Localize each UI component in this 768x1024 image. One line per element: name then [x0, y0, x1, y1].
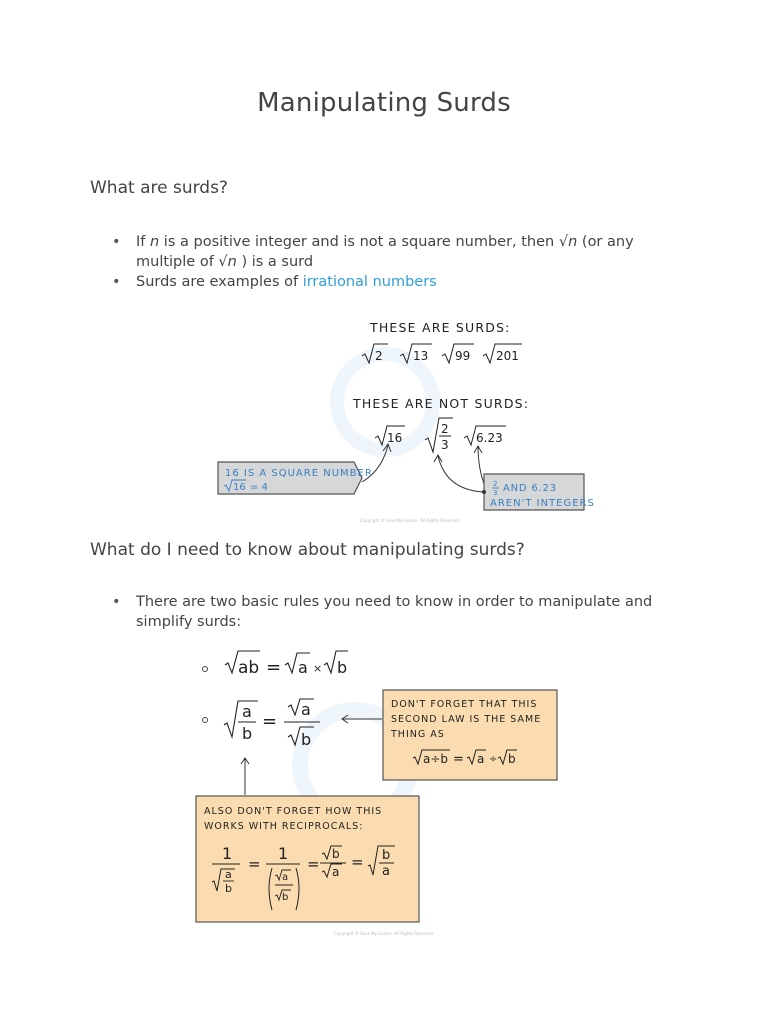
- surd-sqrt-201: [483, 344, 522, 363]
- fraction-denominator: 3: [441, 438, 449, 452]
- rule2-den: b: [242, 724, 253, 743]
- note-radicand: 16: [233, 482, 246, 493]
- bullet-two-rules: • There are two basic rules you need to know in order to manipulate and simplify surds:: [110, 592, 690, 632]
- svg-text:a: a: [382, 864, 390, 879]
- rule1-b: b: [337, 658, 348, 677]
- note-line: SECOND LAW IS THE SAME: [391, 714, 542, 725]
- rule2-rhs-den: b: [301, 730, 312, 749]
- recip-one: 1: [222, 844, 233, 863]
- note-line: ALSO DON'T FORGET HOW THIS: [204, 806, 383, 817]
- rule-2-formula: [224, 699, 320, 749]
- svg-text:b: b: [225, 882, 232, 895]
- note-formula-b: b: [508, 752, 516, 766]
- surd-value: 16: [387, 431, 403, 445]
- equals-sign: =: [307, 855, 320, 873]
- equals-sign: =: [266, 657, 282, 678]
- page-title: Manipulating Surds: [257, 88, 511, 118]
- arrow-icon: [478, 447, 484, 484]
- note-second-law: [383, 690, 557, 780]
- note-line: AREN'T INTEGERS: [490, 498, 595, 509]
- bullet-list-rules: [110, 592, 690, 632]
- svg-text:a: a: [332, 865, 340, 879]
- sub-bullet-icon: [203, 718, 208, 723]
- note-line: THING AS: [391, 729, 445, 740]
- rule1-radicand: ab: [238, 658, 260, 678]
- surd-value: 6.23: [476, 431, 503, 445]
- divide-sign: ÷: [489, 754, 498, 765]
- svg-text:b: b: [332, 847, 340, 861]
- not-surds-heading: THESE ARE NOT SURDS:: [353, 396, 530, 411]
- note-reciprocals: [196, 796, 419, 922]
- equals-sign: =: [262, 711, 278, 732]
- rule2-num: a: [242, 702, 252, 721]
- irrational-numbers-link[interactable]: irrational numbers: [302, 274, 437, 290]
- note-line: WORKS WITH RECIPROCALS:: [204, 821, 364, 832]
- recip-one: 1: [278, 844, 289, 863]
- svg-text:b: b: [382, 848, 391, 863]
- not-surd-sqrt-16: [375, 426, 405, 445]
- surd-sqrt-99: [442, 344, 474, 363]
- copyright-text: Copyright © Save My Exams. All Rights Reserved: [360, 518, 459, 523]
- times-sign: ×: [313, 662, 323, 675]
- sub-bullet-icon: [203, 667, 208, 672]
- note-formula-a: a: [477, 752, 485, 766]
- surd-value: 13: [413, 349, 429, 363]
- bullet-surd-definition: • If n is a positive integer and is not a square number, then √n (or any multiple of √n ) is a surd: [110, 232, 690, 272]
- arrow-icon: [438, 456, 484, 492]
- surd-value: 2: [375, 349, 383, 363]
- section-heading-what-are-surds: What are surds?: [90, 178, 228, 198]
- surds-heading: THESE ARE SURDS:: [370, 320, 511, 335]
- svg-text:a: a: [225, 868, 232, 881]
- svg-text:b: b: [282, 892, 289, 903]
- note-result: = 4: [250, 482, 268, 493]
- copyright-text: Copyright © Save My Exams. All Rights Reserved: [334, 931, 433, 936]
- note-formula-left: a÷b: [423, 752, 449, 766]
- svg-text:a: a: [282, 872, 289, 883]
- bullet-list-surds: [110, 232, 690, 292]
- surd-rules-figure: [190, 645, 570, 940]
- equals-sign: =: [453, 752, 464, 767]
- not-surd-sqrt-6-23: [464, 426, 506, 445]
- surds-figure: [210, 312, 600, 532]
- surd-value: 99: [455, 349, 471, 363]
- note-not-integers: [482, 474, 595, 510]
- note-line: DON'T FORGET THAT THIS: [391, 699, 538, 710]
- rule2-rhs-num: a: [301, 700, 311, 719]
- section-heading-manipulating: What do I need to know about manipulating surds?: [90, 540, 525, 560]
- note-line: AND 6.23: [503, 483, 557, 494]
- note-frac-den: 3: [493, 489, 498, 497]
- note-square-number: [218, 462, 373, 494]
- surd-value: 201: [496, 349, 519, 363]
- rule-1-formula: [225, 651, 348, 678]
- bullet-irrational: • Surds are examples of irrational numbers: [110, 272, 690, 292]
- note-frac-num: 2: [493, 480, 498, 488]
- fraction-numerator: 2: [441, 422, 449, 436]
- equals-sign: =: [248, 855, 261, 873]
- rule1-a: a: [298, 658, 308, 677]
- equals-sign: =: [351, 853, 364, 871]
- note-line: 16 IS A SQUARE NUMBER: [225, 468, 373, 479]
